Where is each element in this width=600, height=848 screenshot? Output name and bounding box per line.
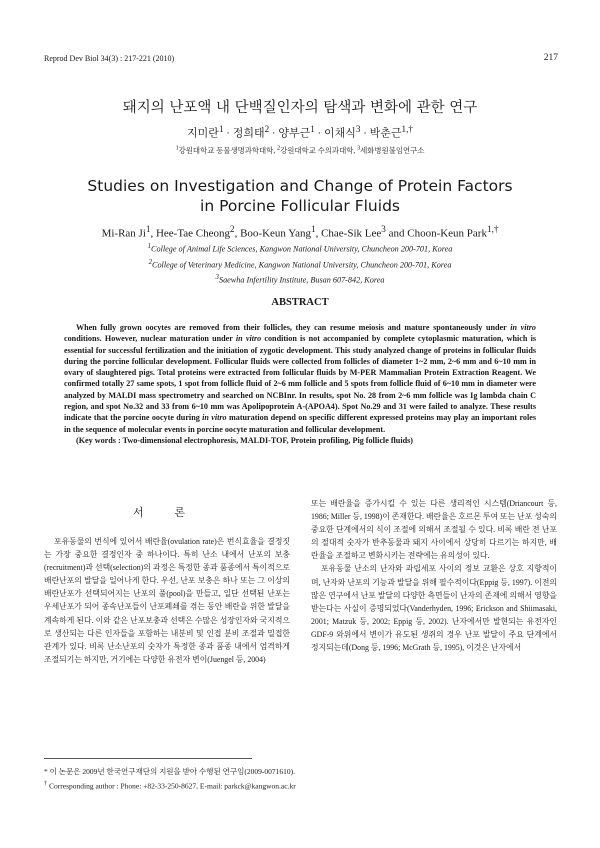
- affil-en-sup: 2: [148, 258, 152, 266]
- author-en: Boo-Keun Yang: [240, 227, 311, 240]
- affil-en-sup: 1: [147, 243, 152, 250]
- abstract-heading: ABSTRACT: [271, 297, 329, 308]
- author-ko-sup: 1,†: [401, 124, 413, 134]
- separator: ·: [271, 127, 276, 140]
- author-ko: 박춘근: [369, 127, 402, 140]
- author-en-sup: 1: [145, 224, 151, 234]
- author-en: Chae-Sik Lee: [321, 227, 382, 240]
- author-en: Choon-Keun Park: [407, 227, 487, 240]
- author-ko: 이채식: [323, 127, 356, 140]
- section-title-introduction: 서 론: [132, 507, 199, 519]
- abstract-text: When fully grown oocytes are removed from their follicles, they can resume meiosis and mature spontaneously under: [76, 323, 511, 332]
- abstract-text: condition is not accompanied by complete cytoplasmic maturation, which is essential for successful fertilization and the initiation of zygotic development. This study analyzed change of proteins in follicular fluids during the porcine follicular development. Follicular fluids were collected from follicles of diameter 1~2 mm, 2~6 mm and 6~10 mm in ovary of slaughtered pigs. Total proteins were extracted from follicular fluids by M-PER Mammalian Protein Extraction Reagent. We confirmed totally 27 same spots, 1 spot from follicle fluid of 2~6 mm follicle and 5 spots from follicle fluid of 6~10 mm in diameter were analyzed by MALDI mass spectrometry and searched on NCBInr. In results, spot No. 28 from 2~6 mm follicle was Ig lambda chain C region, and spot No.32 and 33 from 6~10 mm was Apolipoprotein A-(APOA4). Spot No.29 and 31 were failed to analyze. These results indicate that the porcine oocyte during: [64, 334, 536, 423]
- korean-title: 돼지의 난포액 내 단백질인자의 탐색과 변화에 관한 연구: [122, 100, 478, 116]
- affil-en-text: College of Animal Life Sciences, Kangwon National University, Chuncheon 200-701, Korea: [151, 244, 453, 254]
- affil-ko-sup: 3: [357, 145, 361, 152]
- footnote-divider: [44, 758, 252, 759]
- journal-citation: Reprod Dev Biol 34(3) : 217-221 (2010): [44, 54, 175, 63]
- abstract-body: [64, 322, 536, 446]
- english-title-line-2: in Porcine Follicular Fluids: [200, 197, 400, 215]
- separator: ·: [226, 127, 230, 140]
- author-en-sup: 2: [230, 224, 235, 234]
- author-en-sup: 1,†: [486, 224, 499, 234]
- affil-en-line: [0, 240, 600, 256]
- affil-ko: 강원대학교 동물생명과학대학,: [178, 146, 276, 155]
- abstract-italic: in vitro: [235, 334, 262, 344]
- author-ko: 정희태: [232, 127, 265, 140]
- body-column-right: [311, 497, 557, 654]
- separator: ·: [317, 127, 322, 140]
- abstract-text: conditions. However, nuclear maturation under: [64, 334, 236, 344]
- author-ko-sup: 3: [355, 124, 361, 134]
- affil-en-text: College of Veterinary Medicine, Kangwon National University, Chuncheon 200-701, Korea: [152, 260, 452, 270]
- english-affiliations: [0, 240, 600, 287]
- author-ko: 지미란: [187, 127, 219, 140]
- abstract-italic: in vitro: [202, 413, 227, 423]
- affil-ko: 세화병원불임연구소: [360, 146, 425, 155]
- abstract-text: maturation depend on specific different expressed proteins may play an important roles in the sequence of molecular events in porcine oocyte maturation and follicular development.: [64, 413, 536, 434]
- separator: ,: [150, 227, 156, 240]
- corresponding-author-footnote: [44, 780, 296, 791]
- page-number: 217: [543, 53, 558, 63]
- body-paragraph: 포유동물 난소의 난자와 과립세포 사이의 정보 교환은 상호 지향적이며, 난자와 난포의 기능과 발달을 위해 필수적이다(Eppig 등, 1997). 이전의 많은 연구에서 난포 발달의 다양한 측면들이 난자의 존재에 의해서 영향을 받는다는 사실이 증명되었다(Vanderhyden, 1996; Erickson and Shiimasaki, 2001; Matzuk 등, 2002; Eppig 등, 2002). 난자에서만 발현되는 유전자인 GDF-9 와위에서 변이가 유도된 생쥐의 경우 난포 발달이 주요 단계에서 정지되는데(Dong 등, 1996; McGrath 등, 1995), 이것은 난자에서: [311, 564, 557, 653]
- author-ko-sup: 1: [218, 124, 224, 134]
- affil-ko-sup: 1: [175, 145, 179, 152]
- abstract-paragraph: [64, 322, 536, 435]
- body-paragraph: 또는 배란율을 증가시킬 수 있는 다른 생리적인 시스템(Driancourt 등, 1986; Miller 등, 1998)이 존재한다. 배란율은 호르몬 투여 또는 난포 성숙의 중요한 단계에서의 식이 조절에 의해서 조절될 수 있다. 비록 배란 전 난포의 절대적 숫자가 반추동물과 돼지 사이에서 상당히 다르기는 하지만, 배란율을 조절하고 변화시키는 전략에는 유의성이 있다.: [311, 499, 557, 561]
- abstract-italic: in vitro: [510, 323, 536, 332]
- separator: ,: [234, 227, 241, 240]
- separator: ·: [363, 127, 367, 140]
- korean-affiliations: [0, 145, 600, 156]
- korean-authors: [0, 124, 600, 141]
- corresponding-author-text: Corresponding author : Phone: +82-33-250-8627, E-mail: parkck@kangwon.ac.kr: [47, 781, 296, 791]
- english-title-line-1: Studies on Investigation and Change of Protein Factors: [87, 177, 513, 195]
- author-en-sup: 1: [311, 224, 316, 234]
- author-en: Hee-Tae Cheong: [155, 227, 231, 240]
- dagger-mark: †: [44, 780, 48, 787]
- english-title: [0, 176, 600, 216]
- author-en-sup: 3: [381, 224, 386, 234]
- affil-en-sup: 3: [215, 274, 219, 282]
- affil-ko: 강원대학교 수의과대학,: [280, 146, 356, 155]
- affil-en-text: Saewha Infertility Institute, Busan 607-842, Korea: [218, 276, 385, 286]
- funding-footnote: * 이 논문은 2009년 한국연구재단의 지원을 받아 수행된 연구임(2009-0071610).: [44, 767, 296, 776]
- author-en: Mi-Ran Ji: [101, 227, 146, 240]
- author-ko-sup: 2: [264, 124, 270, 134]
- affil-en-line: [0, 271, 600, 287]
- body-column-left: [44, 535, 290, 666]
- affil-ko-sup: 2: [277, 145, 281, 152]
- english-authors: [0, 224, 600, 240]
- body-paragraph: 포유동물의 번식에 있어서 배란율(ovulation rate)은 번식효율을 결정짓는 가장 중요한 결정인자 중 하나이다. 특히 난소 내에서 난포의 보충(recruitment)과 선택(selection)의 과정은 특정한 종과 품종에서 특이적으로 배란난포의 발달을 일어나게 한다. 우선, 난포 보충은 하나 또는 그 이상의 배란난포가 선택되어지는 난포의 풀(pool)을 만들고, 일단 선택된 난포는 우세난포가 되어 종속난포들이 난포폐쇄를 겪는 동안 배란을 위한 발달을 계속하게 된다. 이와 같은 난포보충과 선택은 수많은 성장인자와 국지적으로 생산되는 다른 인자들을 포함하는 내분비 및 인접 분비 조절과 밀접한 관계가 있다. 비록 난소난포의 숫자가 특정한 종과 품종 내에서 엄격하게 조절되기는 하지만, 거기에는 다양한 유전자 변이(Juengel 등, 2004): [44, 537, 290, 664]
- author-ko: 양부근: [278, 127, 311, 140]
- keywords: (Key words : Two-dimensional electrophoresis, MALDI-TOF, Protein profiling, Pig follicle fluids): [76, 435, 413, 445]
- separator: and: [385, 227, 408, 240]
- affil-en-line: [0, 256, 600, 272]
- author-ko-sup: 1: [310, 124, 315, 134]
- separator: ,: [315, 227, 322, 240]
